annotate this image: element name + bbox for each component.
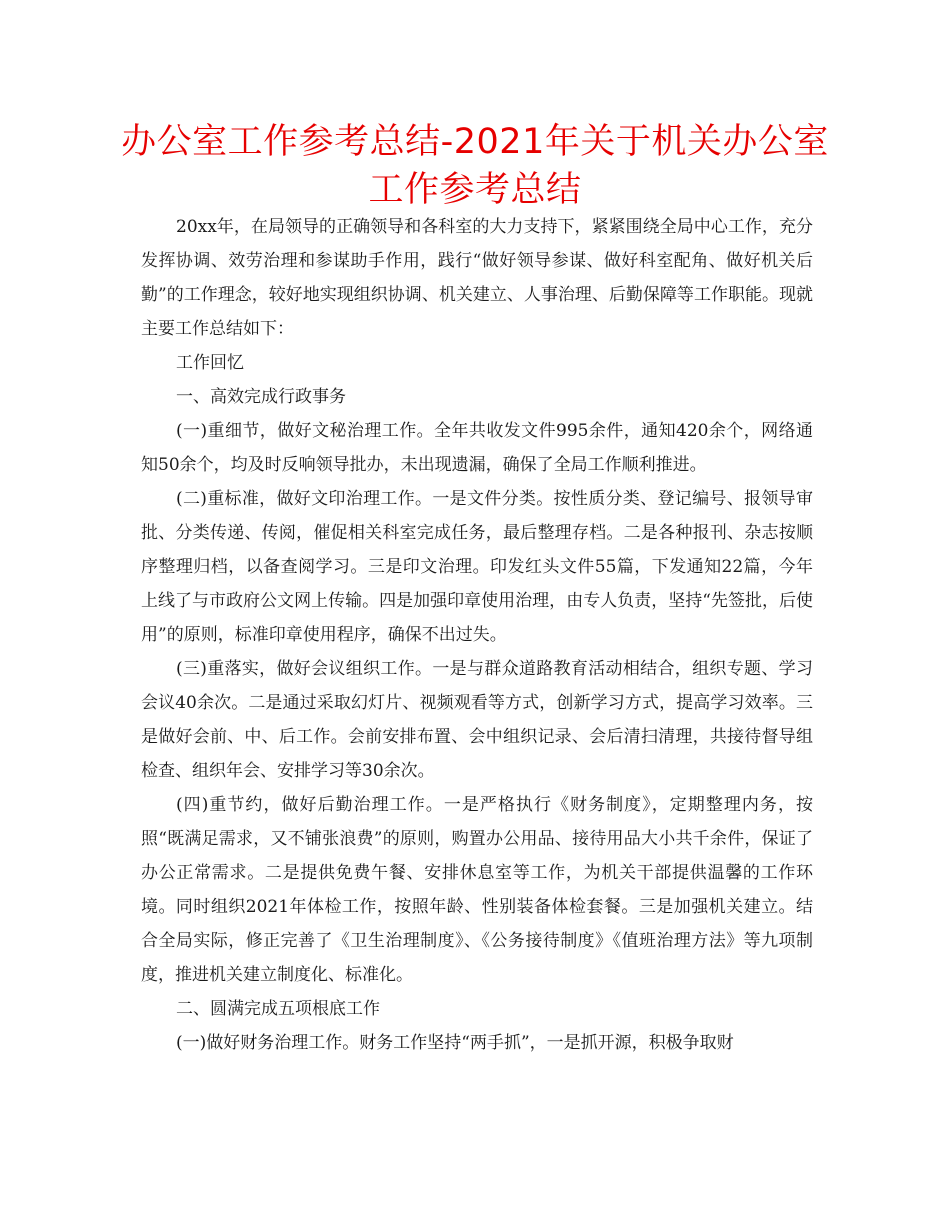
paragraph-item-2-1: (一)做好财务治理工作。财务工作坚持“两手抓”，一是抓开源，积极争取财: [176, 1033, 734, 1053]
paragraph-item-1-2: (二)重标准，做好文印治理工作。一是文件分类。按性质分类、登记编号、报领导审批、分类传递、传阅，催促相关科室完成任务，最后整理存档。二是各种报刊、杂志按顺序整理归档，以备查阅学习。三是印文治理。印发红头文件55篇，下发通知22篇，今年上线了与市政府公文网上传输。四是加强印章使用治理，由专人负责，坚持“先签批，后使用”的原则，标准印章使用程序，确保不出过失。: [141, 489, 813, 645]
section-heading-1: 一、高效完成行政事务: [176, 387, 346, 407]
paragraph-item-1-4: (四)重节约，做好后勤治理工作。一是严格执行《财务制度》，定期整理内务，按照“既满足需求，又不铺张浪费”的原则，购置办公用品、接待用品大小共千余件，保证了办公正常需求。二是提供免费午餐、安排休息室等工作，为机关干部提供温馨的工作环境。同时组织2021年体检工作，按照年龄、性别装备体检套餐。三是加强机关建立。结合全局实际，修正完善了《卫生治理制度》、《公务接待制度》《值班治理方法》等九项制度，推进机关建立制度化、标准化。: [141, 795, 813, 985]
paragraph-item-1-3: (三)重落实，做好会议组织工作。一是与群众道路教育活动相结合，组织专题、学习会议40余次。二是通过采取幻灯片、视频观看等方式，创新学习方式，提高学习效率。三是做好会前、中、后工作。会前安排布置、会中组织记录、会后清扫清理，共接待督导组检查、组织年会、安排学习等30余次。: [141, 659, 813, 781]
paragraph-item-1-1: (一)重细节，做好文秘治理工作。全年共收发文件995余件，通知420余个，网络通知50余个，均及时反响领导批办，未出现遗漏，确保了全局工作顺利推进。: [141, 421, 813, 475]
section-heading-review: 工作回忆: [176, 353, 244, 373]
paragraph-intro: 20xx年，在局领导的正确领导和各科室的大力支持下，紧紧围绕全局中心工作，充分发挥协调、效劳治理和参谋助手作用，践行“做好领导参谋、做好科室配角、做好机关后勤”的工作理念，较好地实现组织协调、机关建立、人事治理、后勤保障等工作职能。现就主要工作总结如下：: [141, 217, 813, 339]
section-heading-2: 二、圆满完成五项根底工作: [176, 999, 380, 1019]
document-body: [141, 210, 813, 1060]
document-title: 办公室工作参考总结-2021年关于机关办公室工作参考总结: [121, 122, 829, 210]
